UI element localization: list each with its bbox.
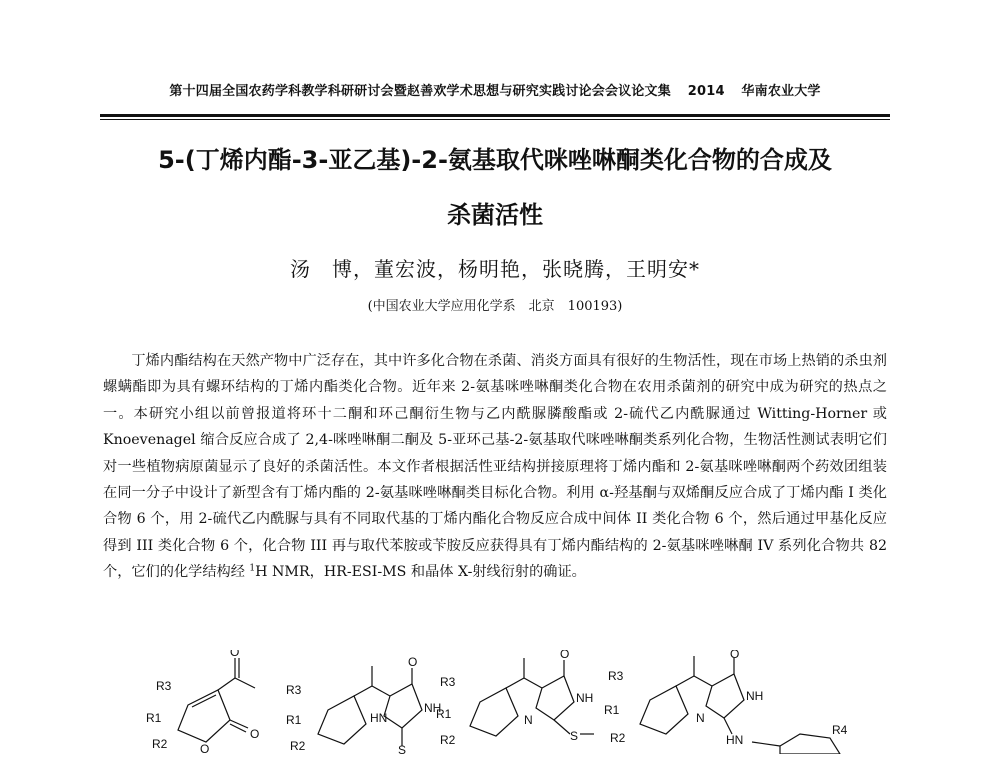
label-r4-iv: R4	[832, 723, 848, 737]
label-o-carbonyl: O	[250, 727, 260, 741]
running-header	[100, 80, 890, 99]
label-r2-ii: R2	[290, 739, 306, 753]
paper-title-line1: 5-(丁烯内酯-3-亚乙基)-2-氨基取代咪唑啉酮类化合物的合成及	[158, 146, 832, 174]
chemical-structures	[140, 650, 900, 754]
label-nh-iii: NH	[576, 691, 594, 705]
label-hn-ii: HN	[370, 711, 388, 725]
label-s-ii: S	[398, 743, 407, 754]
structure-diagram	[140, 650, 900, 754]
label-r3-ii: R3	[286, 683, 302, 697]
label-o-ring: O	[200, 742, 210, 754]
label-o-ii: O	[408, 655, 418, 669]
label-nh-iv: NH	[746, 689, 764, 703]
structure-I	[146, 650, 259, 754]
label-s-iii: S	[570, 729, 579, 743]
label-o-iii: O	[560, 650, 570, 661]
label-nh-ii: NH	[424, 701, 442, 715]
abstract-text-end: H NMR，HR-ESI-MS 和晶体 X-射线衍射的确证。	[255, 564, 586, 581]
abstract-body	[103, 348, 887, 586]
label-o-ketone: O	[230, 650, 240, 659]
header-rule-thin	[100, 119, 890, 120]
label-o-iv: O	[730, 650, 740, 661]
nmr-superscript: 1	[249, 563, 256, 574]
host-institution: 华南农业大学	[741, 84, 821, 99]
label-r3: R3	[156, 679, 172, 693]
label-r3-iii: R3	[440, 675, 456, 689]
header-rule-thick	[100, 114, 890, 117]
label-n-iii: N	[524, 713, 533, 727]
label-r1-ii: R1	[286, 713, 302, 727]
label-r1-iii: R1	[436, 707, 452, 721]
structure-III	[436, 650, 594, 747]
label-hn-iv: HN	[726, 733, 744, 747]
label-n-iv: N	[696, 711, 705, 725]
label-r1: R1	[146, 711, 162, 725]
label-r2: R2	[152, 737, 168, 751]
label-r2-iv: R2	[610, 731, 626, 745]
abstract-paragraph	[103, 348, 887, 586]
paper-title-line2: 杀菌活性	[447, 201, 543, 229]
conference-name: 第十四届全国农药学科教学科研研讨会暨赵善欢学术思想与研究实践讨论会会议论文集	[169, 84, 671, 99]
abstract-text: 丁烯内酯结构在天然产物中广泛存在，其中许多化合物在杀菌、消炎方面具有很好的生物活性，现在市场上热销的杀虫剂螺螨酯即为具有螺环结构的丁烯内酯类化合物。近年来 2-氨基咪唑啉酮类化合物在农用杀菌剂的研究中成为研究的热点之一。本研究小组以前曾报道将环十二酮和环己酮衍生物与乙内酰脲膦酸酯或 2-硫代乙内酰脲通过 Witting-Horner 或 Knoevenagel 缩合反应合成了 2,4-咪唑啉酮二酮及 5-亚环己基-2-氨基取代咪唑啉酮类系列化合物，生物活性测试表明它们对一些植物病原菌显示了良好的杀菌活性。本文作者根据活性亚结构拼接原理将丁烯内酯和 2-氨基咪唑啉酮两个药效团组装在同一分子中设计了新型含有丁烯内酯的 2-氨基咪唑啉酮类目标化合物。利用 α-羟基酮与双烯酮反应合成了丁烯内酯 I 类化合物 6 个，用 2-硫代乙内酰脲与具有不同取代基的丁烯内酯化合物反应合成中间体 II 类化合物 6 个，然后通过甲基化反应得到 III 类化合物 6 个，化合物 III 再与取代苯胺或苄胺反应获得具有丁烯内酯结构的 2-氨基咪唑啉酮 IV 系列化合物共 82 个，它们的化学结构经	[103, 353, 887, 581]
label-r3-iv: R3	[608, 669, 624, 683]
structure-IV	[604, 650, 848, 754]
affiliation: (中国农业大学应用化学系 北京 100193)	[367, 299, 623, 314]
label-r2-iii: R2	[440, 733, 456, 747]
conference-year: 2014	[687, 84, 725, 99]
label-r1-iv: R1	[604, 703, 620, 717]
author-list: 汤 博，董宏波，杨明艳，张晓腾，王明安*	[290, 257, 700, 281]
structure-II	[286, 655, 441, 754]
